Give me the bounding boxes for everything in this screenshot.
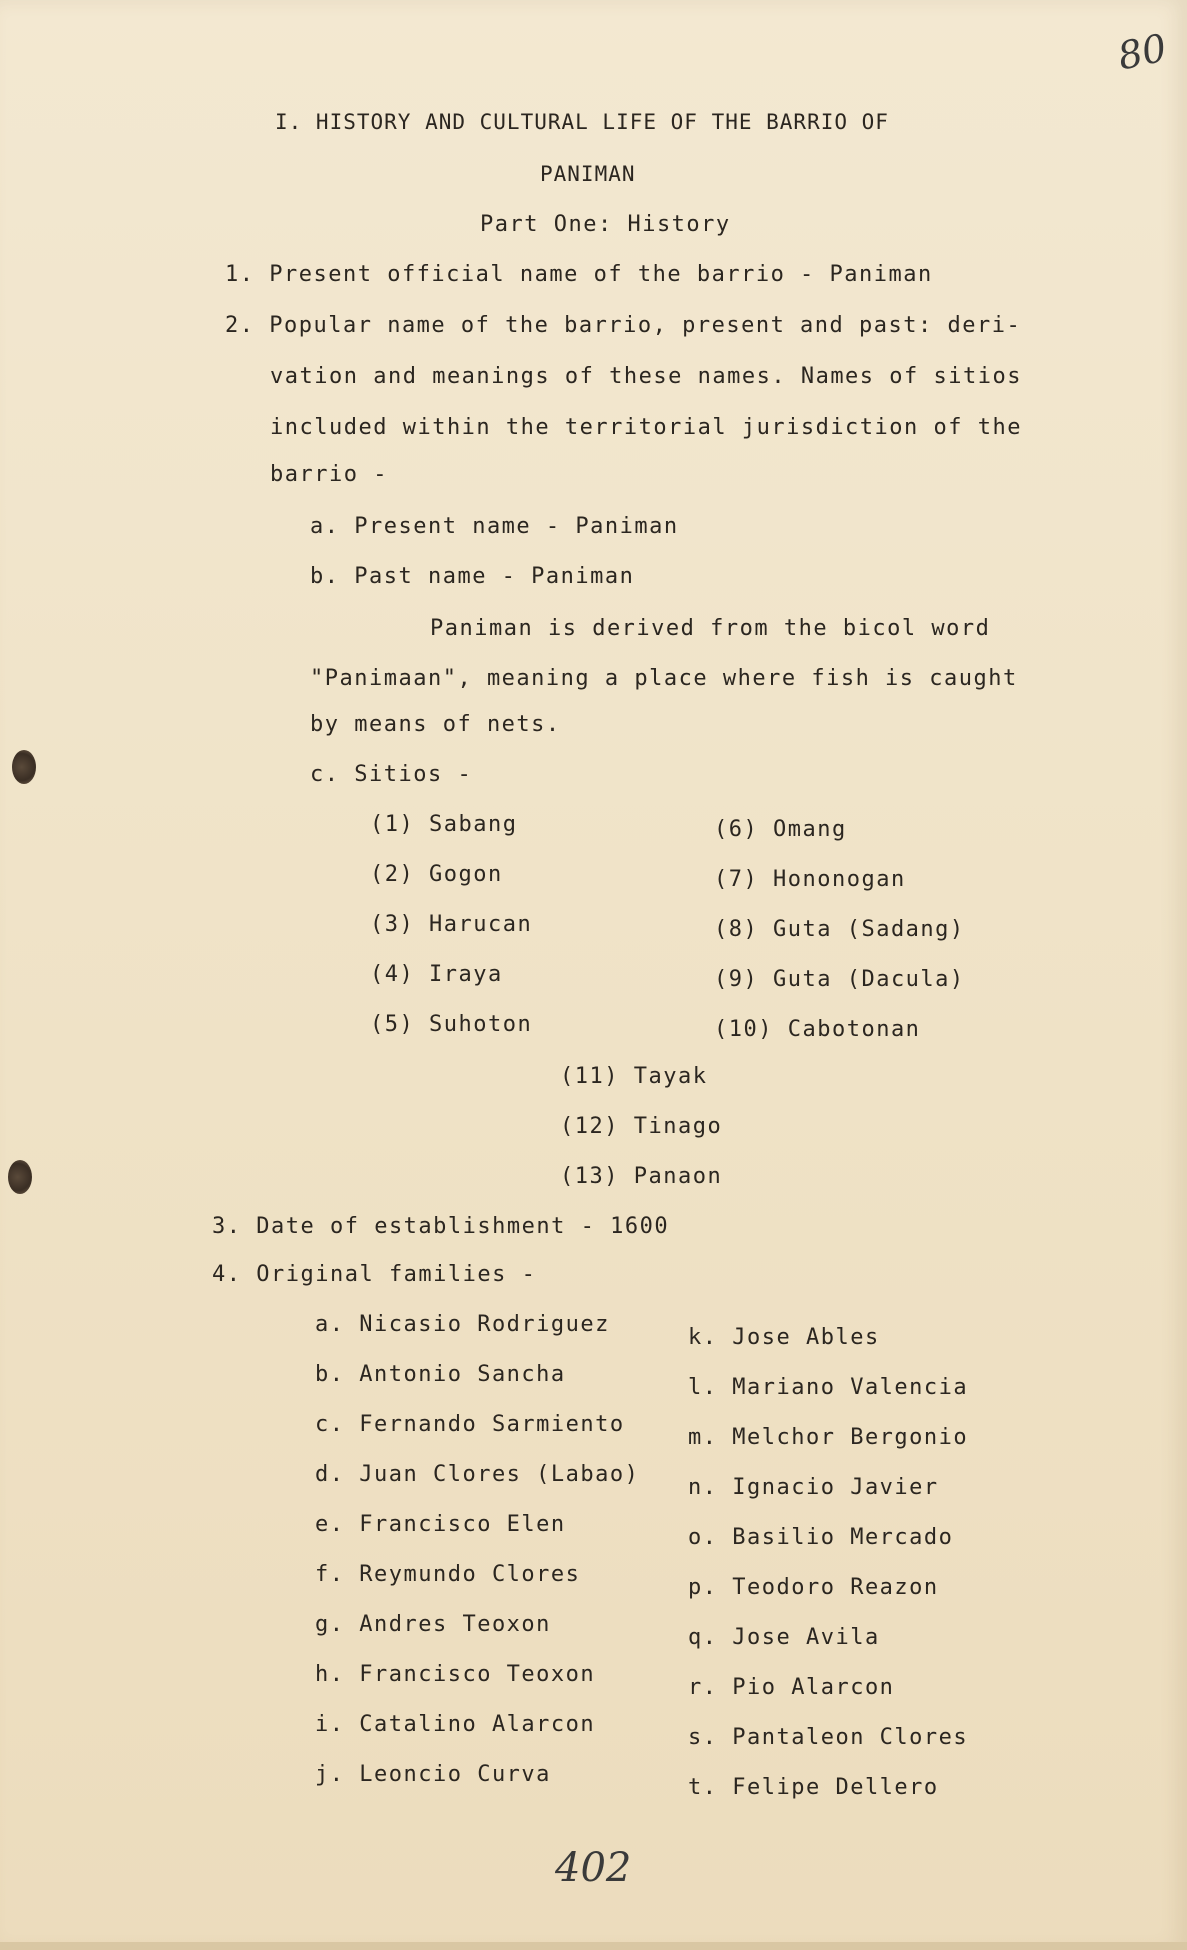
family-item: l. Mariano Valencia [688, 1375, 969, 1400]
family-item: m. Melchor Bergonio [688, 1425, 969, 1450]
sitio-item: (1) Sabang [370, 812, 518, 837]
subtitle: Part One: History [480, 212, 731, 237]
family-item: q. Jose Avila [688, 1625, 880, 1650]
item-2a: a. Present name - Paniman [310, 514, 679, 539]
sitio-item: (5) Suhoton [370, 1012, 533, 1037]
family-item: o. Basilio Mercado [688, 1525, 954, 1550]
item-2-line-2: vation and meanings of these names. Names of sitios [270, 364, 1023, 389]
sitios-label: c. Sitios - [310, 762, 473, 787]
sitio-item: (4) Iraya [370, 962, 503, 987]
sitio-item: (10) Cabotonan [714, 1017, 921, 1042]
item-2b: b. Past name - Paniman [310, 564, 635, 589]
family-item: a. Nicasio Rodriguez [315, 1312, 610, 1337]
sitio-item: (13) Panaon [560, 1164, 723, 1189]
title-line-1: I. HISTORY AND CULTURAL LIFE OF THE BARRIO OF [275, 110, 889, 134]
punch-hole-top [12, 750, 36, 784]
item-4: 4. Original families - [212, 1262, 537, 1287]
derivation-line-3: by means of nets. [310, 712, 561, 737]
title-line-2: PANIMAN [540, 162, 636, 186]
family-item: h. Francisco Teoxon [315, 1662, 596, 1687]
sitio-item: (3) Harucan [370, 912, 533, 937]
punch-hole-bottom [8, 1160, 32, 1194]
family-item: p. Teodoro Reazon [688, 1575, 939, 1600]
handwritten-page-number: 80 [1113, 25, 1171, 79]
sitio-item: (6) Omang [714, 817, 847, 842]
sitio-item: (11) Tayak [560, 1064, 708, 1089]
handwritten-footer-number: 402 [555, 1845, 632, 1891]
family-item: g. Andres Teoxon [315, 1612, 551, 1637]
derivation-line-1: Paniman is derived from the bicol word [430, 616, 991, 641]
family-item: b. Antonio Sancha [315, 1362, 566, 1387]
family-item: d. Juan Clores (Labao) [315, 1462, 640, 1487]
item-1: 1. Present official name of the barrio - Paniman [225, 262, 933, 287]
family-item: c. Fernando Sarmiento [315, 1412, 625, 1437]
sitio-item: (9) Guta (Dacula) [714, 967, 965, 992]
family-item: f. Reymundo Clores [315, 1562, 581, 1587]
derivation-line-2: "Panimaan", meaning a place where fish is caught [310, 666, 1018, 691]
family-item: n. Ignacio Javier [688, 1475, 939, 1500]
family-item: r. Pio Alarcon [688, 1675, 895, 1700]
family-item: e. Francisco Elen [315, 1512, 566, 1537]
family-item: k. Jose Ables [688, 1325, 880, 1350]
page-bottom-edge [0, 1942, 1187, 1950]
sitio-item: (7) Hononogan [714, 867, 906, 892]
sitio-item: (2) Gogon [370, 862, 503, 887]
item-2-line-3: included within the territorial jurisdiction of the [270, 415, 1023, 440]
sitio-item: (8) Guta (Sadang) [714, 917, 965, 942]
item-2-line-1: 2. Popular name of the barrio, present and past: deri- [225, 313, 1022, 338]
family-item: s. Pantaleon Clores [688, 1725, 969, 1750]
family-item: i. Catalino Alarcon [315, 1712, 596, 1737]
item-3: 3. Date of establishment - 1600 [212, 1214, 670, 1239]
item-2-line-4: barrio - [270, 462, 388, 487]
sitio-item: (12) Tinago [560, 1114, 723, 1139]
family-item: j. Leoncio Curva [315, 1762, 551, 1787]
family-item: t. Felipe Dellero [688, 1775, 939, 1800]
